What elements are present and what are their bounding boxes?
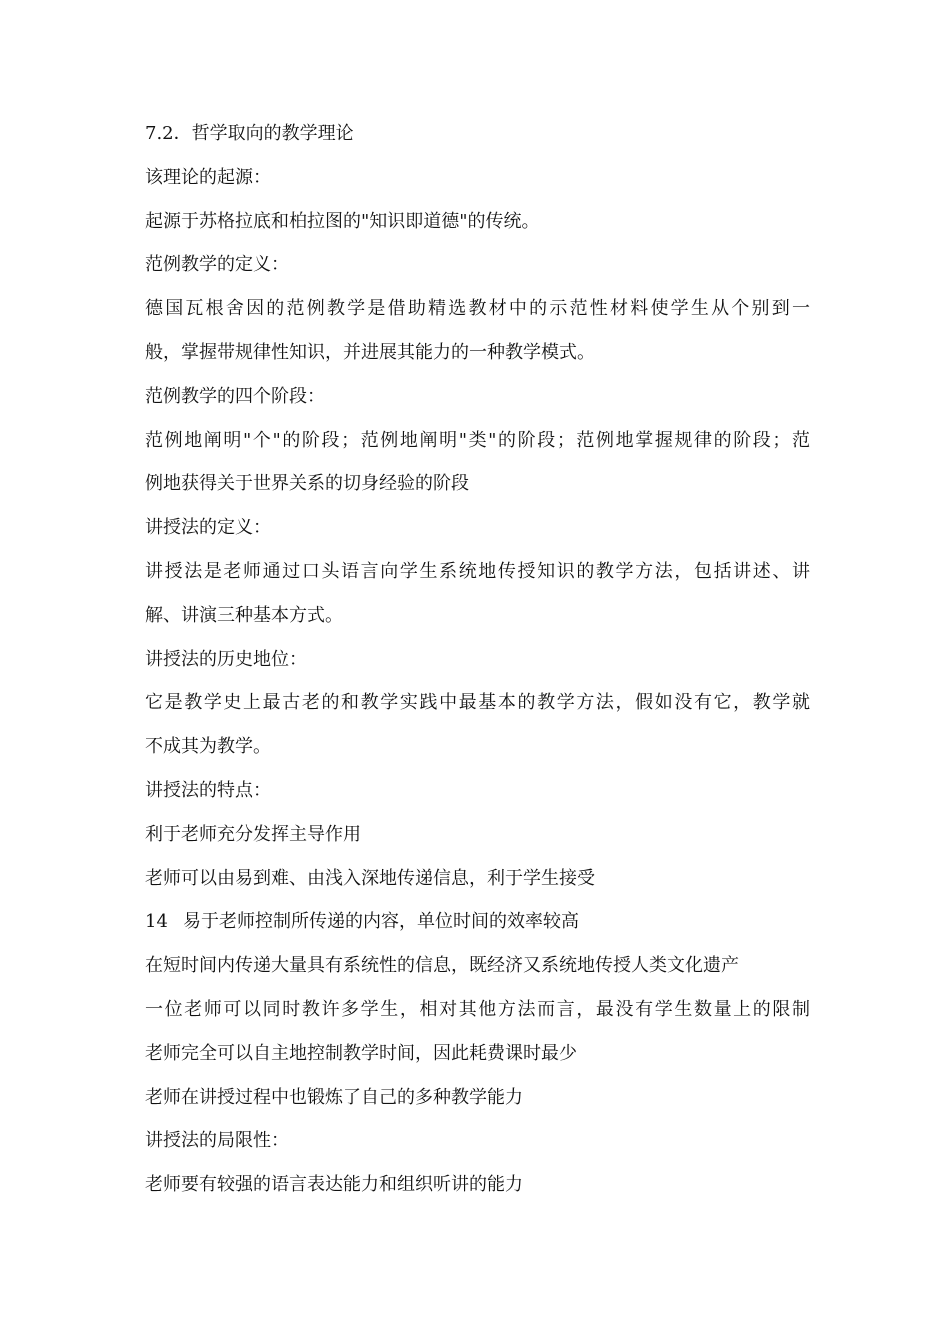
text-line: 讲授法的特点：: [145, 779, 271, 801]
text-line: 老师在讲授过程中也锻炼了自己的多种教学能力: [145, 1086, 523, 1108]
text-line: 讲授法的历史地位：: [145, 648, 307, 670]
section-heading: 7.2．哲学取向的教学理论: [145, 123, 354, 144]
text-line: 它是教学史上最古老的和教学实践中最基本的教学方法，假如没有它，教学就: [145, 692, 810, 714]
text-line: 老师完全可以自主地控制教学时间，因此耗费课时最少: [145, 1042, 577, 1064]
text-line: 老师可以由易到难、由浅入深地传递信息，利于学生接受: [145, 867, 595, 889]
text-line: 德国瓦根舍因的范例教学是借助精选教材中的示范性材料使学生从个别到一: [145, 298, 810, 320]
line-number: 14: [145, 911, 168, 933]
text-line: 范例教学的定义：: [145, 254, 289, 276]
text-line: 讲授法的局限性：: [145, 1130, 289, 1152]
text-line: 一位老师可以同时教许多学生，相对其他方法而言，最没有学生数量上的限制: [145, 998, 810, 1020]
numbered-line-text: 易于老师控制所传递的内容，单位时间的效率较高: [183, 911, 579, 933]
numbered-line: [145, 900, 810, 944]
text-line: 在短时间内传递大量具有系统性的信息，既经济又系统地传授人类文化遗产: [145, 955, 739, 977]
text-line: 范例地阐明"个"的阶段；范例地阐明"类"的阶段；范例地掌握规律的阶段；范: [145, 429, 810, 451]
document-body: [145, 112, 810, 1207]
text-line: 讲授法的定义：: [145, 517, 271, 539]
text-line: 例地获得关于世界关系的切身经验的阶段: [145, 473, 469, 495]
text-line: 范例教学的四个阶段：: [145, 385, 325, 407]
text-line: 般，掌握带规律性知识，并进展其能力的一种教学模式。: [145, 341, 595, 363]
text-line: 利于老师充分发挥主导作用: [145, 823, 361, 845]
text-line: 起源于苏格拉底和柏拉图的"知识即道德"的传统。: [145, 210, 540, 232]
text-line: 不成其为教学。: [145, 736, 271, 758]
text-line: 解、讲演三种基本方式。: [145, 604, 343, 626]
text-line: 该理论的起源：: [145, 166, 271, 188]
text-line: 老师要有较强的语言表达能力和组织听讲的能力: [145, 1174, 523, 1196]
text-line: 讲授法是老师通过口头语言向学生系统地传授知识的教学方法，包括讲述、讲: [145, 560, 810, 582]
